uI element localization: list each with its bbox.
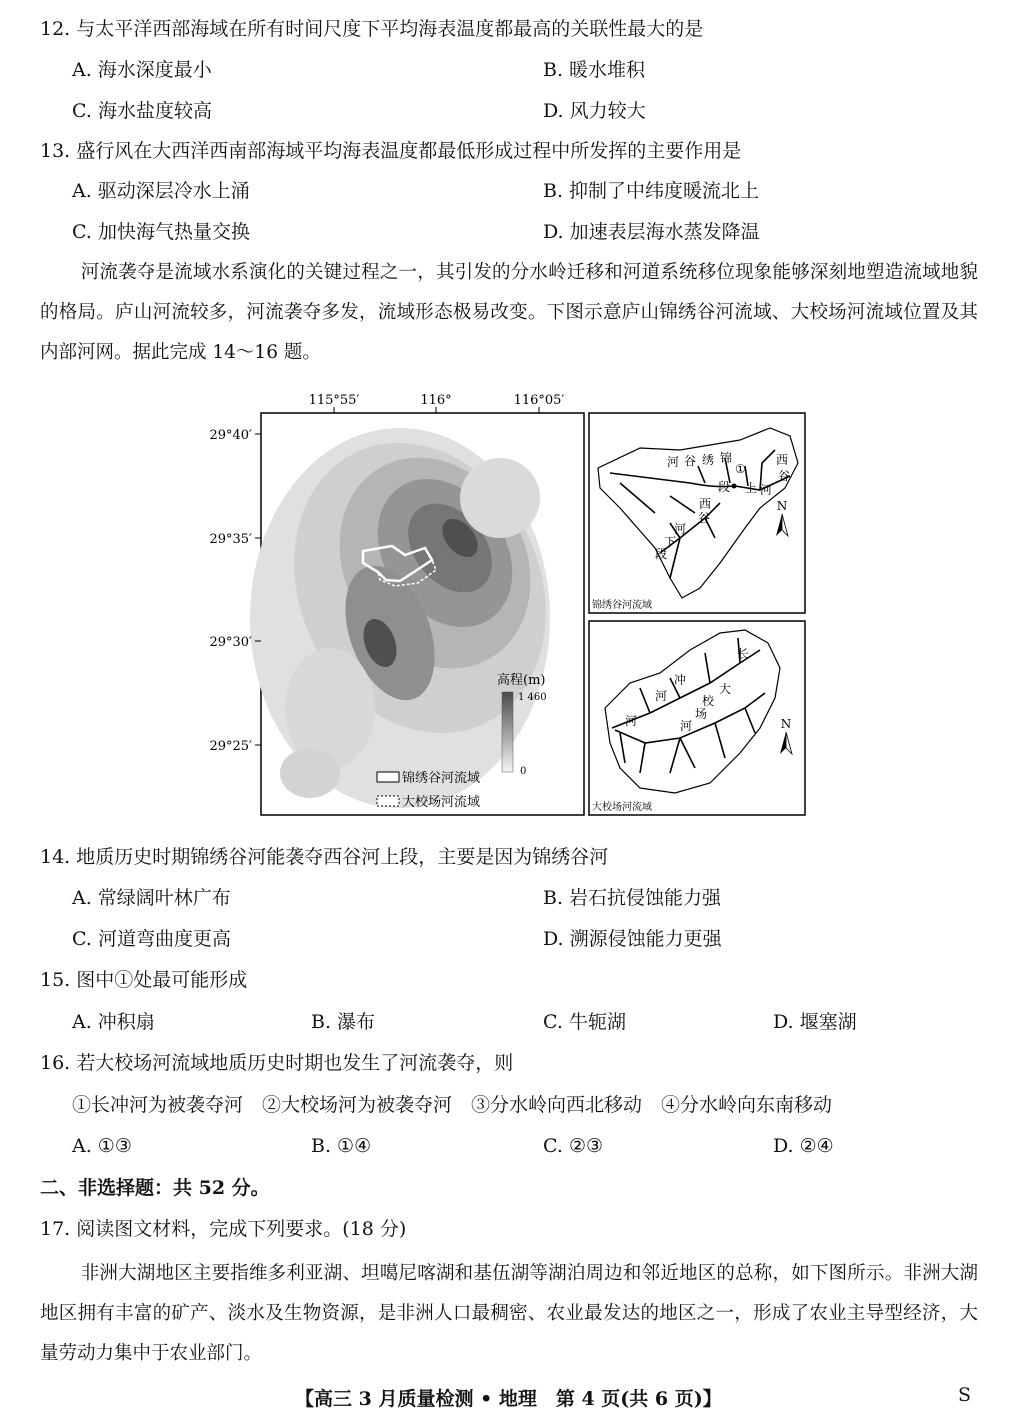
q14-option-a: A. 常绿阔叶林广布 [72, 887, 231, 909]
q12-option-c: C. 海水盐度较高 [72, 100, 212, 122]
lon-tick-3: 116°05′ [513, 393, 565, 408]
svg-text:段: 段 [655, 547, 668, 561]
lat-tick-4: 29°25′ [209, 739, 252, 754]
q13-option-b: B. 抑制了中纬度暖流北上 [543, 180, 760, 202]
svg-text:段: 段 [718, 480, 731, 494]
legend-dxc: 大校场河流域 [402, 795, 481, 810]
lon-tick-1: 115°55′ [308, 393, 360, 408]
elev-colorbar [502, 692, 513, 772]
q17-stem: 17. 阅读图文材料，完成下列要求。(18 分) [40, 1218, 407, 1240]
svg-text:绣: 绣 [702, 453, 715, 467]
q12-option-a: A. 海水深度最小 [72, 59, 212, 81]
legend-jxg: 锦绣谷河流域 [402, 771, 481, 786]
q12-option-d: D. 风力较大 [543, 100, 646, 122]
q14-option-b: B. 岩石抗侵蚀能力强 [543, 887, 722, 909]
svg-text:河: 河 [655, 689, 668, 703]
q16-stem: 16. 若大校场河流域地质历史时期也发生了河流袭夺，则 [40, 1052, 514, 1074]
q13-option-a: A. 驱动深层冷水上涌 [72, 180, 250, 202]
svg-text:谷: 谷 [778, 469, 791, 483]
q15-option-a: A. 冲积扇 [72, 1011, 155, 1033]
svg-text:河: 河 [674, 522, 687, 536]
lat-tick-3: 29°30′ [209, 635, 252, 650]
q16-option-d: D. ②④ [773, 1135, 834, 1157]
svg-text:场: 场 [695, 707, 708, 721]
q16-option-c: C. ②③ [543, 1135, 604, 1157]
q13-option-c: C. 加快海气热量交换 [72, 221, 250, 243]
q14-option-c: C. 河道弯曲度更高 [72, 928, 231, 950]
q16-option-a: A. ①③ [72, 1135, 132, 1157]
q15-stem: 15. 图中①处最可能形成 [40, 969, 248, 991]
svg-text:河: 河 [680, 719, 693, 733]
q16-items: ①长冲河为被袭夺河 ②大校场河为被袭夺河 ③分水岭向西北移动 ④分水岭向东南移动 [72, 1094, 833, 1116]
q12-option-b: B. 暖水堆积 [543, 59, 646, 81]
q13-option-d: D. 加速表层海水蒸发降温 [543, 221, 760, 243]
q15-option-c: C. 牛轭湖 [543, 1011, 626, 1033]
q14-stem: 14. 地质历史时期锦绣谷河能袭夺西谷河上段，主要是因为锦绣谷河 [40, 846, 609, 868]
svg-text:河: 河 [625, 714, 638, 728]
legend-jxg-swatch [377, 772, 399, 782]
elev-min: 0 [520, 766, 527, 777]
lat-tick-2: 29°35′ [209, 532, 252, 547]
lon-tick-2: 116° [420, 393, 452, 408]
legend-dxc-swatch [377, 796, 399, 806]
passage-river-capture: 河流袭夺是流域水系演化的关键过程之一，其引发的分水岭迁移和河道系统移位现象能够深刻地塑造流域地貌的格局。庐山河流较多，河流袭夺多发，流域形态极易改变。下图示意庐山锦绣谷河流域、大校场河流域位置及其内部河网。据此完成 14～16 题。 [40, 262, 978, 363]
q16-option-b: B. ①④ [311, 1135, 372, 1157]
svg-text:河: 河 [667, 455, 680, 469]
svg-text:N: N [776, 499, 788, 513]
svg-text:锦: 锦 [720, 451, 733, 465]
svg-text:上: 上 [745, 481, 758, 495]
svg-text:冲: 冲 [674, 673, 687, 687]
panel-jxg-frame [589, 413, 805, 613]
elev-title: 高程(m) [497, 673, 546, 688]
svg-text:校: 校 [702, 694, 715, 708]
panel-dxc-caption: 大校场河流域 [592, 802, 652, 813]
q15-option-d: D. 堰塞湖 [773, 1011, 857, 1033]
svg-text:西: 西 [776, 453, 789, 467]
svg-text:河: 河 [760, 483, 773, 497]
section-heading: 二、非选择题：共 52 分。 [40, 1177, 270, 1199]
q17-passage: 非洲大湖地区主要指维多利亚湖、坦噶尼喀湖和基伍湖等湖泊周边和邻近地区的总称，如下图所示。非洲大湖地区拥有丰富的矿产、淡水及生物资源，是非洲人口最稠密、农业最发达的地区之一，形成了农业主导型经济，大量劳动力集中于农业部门。 [40, 1263, 978, 1364]
svg-text:①: ① [735, 462, 746, 476]
svg-text:N: N [780, 717, 792, 731]
q14-option-d: D. 溯源侵蚀能力更强 [543, 928, 722, 950]
svg-text:长: 长 [737, 647, 750, 661]
svg-text:谷: 谷 [698, 511, 711, 525]
q12-stem: 12. 与太平洋西部海域在所有时间尺度下平均海表温度都最高的关联性最大的是 [40, 18, 704, 40]
svg-text:谷: 谷 [684, 454, 697, 468]
q13-stem: 13. 盛行风在大西洋西南部海域平均海表温度都最低形成过程中所发挥的主要作用是 [40, 140, 742, 162]
q15-option-b: B. 瀑布 [311, 1011, 376, 1033]
elev-max: 1 460 [518, 692, 547, 703]
lat-tick-1: 29°40′ [209, 428, 252, 443]
figure-lushan [200, 388, 812, 820]
svg-text:大: 大 [719, 682, 732, 696]
page-footer: 【高三 3 月质量检测 • 地理 第 4 页(共 6 页)】 [295, 1388, 722, 1410]
panel-jxg-caption: 锦绣谷河流域 [592, 600, 652, 611]
svg-text:下: 下 [664, 535, 677, 549]
figure-svg [200, 388, 812, 820]
svg-text:西: 西 [699, 497, 712, 511]
footer-code: S [958, 1384, 972, 1406]
